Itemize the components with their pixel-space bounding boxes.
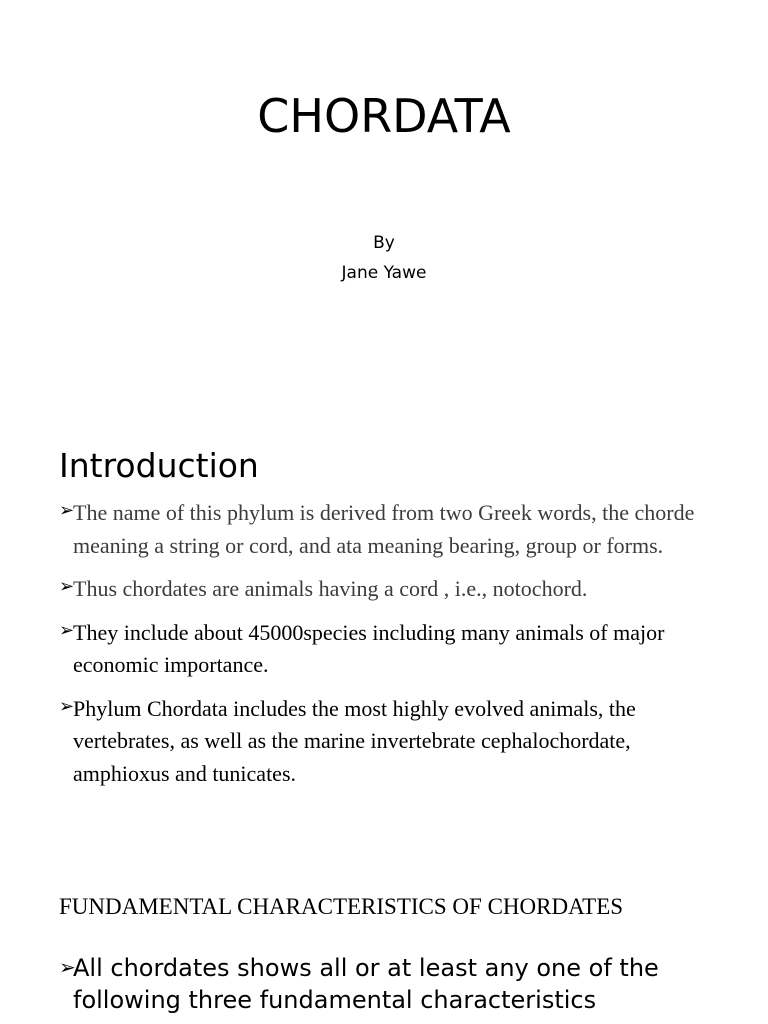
introduction-slide xyxy=(0,440,768,840)
introduction-heading: Introduction xyxy=(59,446,259,485)
list-item xyxy=(59,952,753,1016)
list-item xyxy=(59,693,719,791)
title-slide xyxy=(0,0,768,400)
arrow-bullet-icon: ➢ xyxy=(59,576,75,597)
arrow-bullet-icon: ➢ xyxy=(59,695,75,717)
by-label: By xyxy=(373,233,395,253)
bullet-text: Phylum Chordata includes the most highly evolved animals, the vertebrates, as well as the marine invertebrate cephalochordate, amphioxus and tunicates. xyxy=(73,695,636,786)
arrow-bullet-icon: ➢ xyxy=(59,500,75,521)
bullet-text: Thus chordates are animals having a cord , i.e., notochord. xyxy=(73,576,588,601)
arrow-bullet-icon: ➢ xyxy=(59,619,75,641)
arrow-bullet-icon: ➢ xyxy=(59,955,76,979)
bullet-text: The name of this phylum is derived from two Greek words, the chorde meaning a string or cord, and ata meaning bearing, group or forms. xyxy=(73,500,695,558)
list-item xyxy=(59,617,719,682)
list-item xyxy=(59,573,719,606)
list-item xyxy=(59,497,719,562)
fundamental-heading: FUNDAMENTAL CHARACTERISTICS OF CHORDATES xyxy=(59,894,624,919)
bullet-text: They include about 45000species including many animals of major economic importance. xyxy=(73,619,665,677)
fundamental-characteristics-slide xyxy=(0,880,768,1024)
bullet-text: All chordates shows all or at least any one of the following three fundamental characteristics xyxy=(73,954,659,1014)
slide-title: CHORDATA xyxy=(257,89,511,143)
introduction-bullet-list xyxy=(59,497,719,801)
byline xyxy=(0,228,768,288)
author-name: Jane Yawe xyxy=(341,263,427,283)
